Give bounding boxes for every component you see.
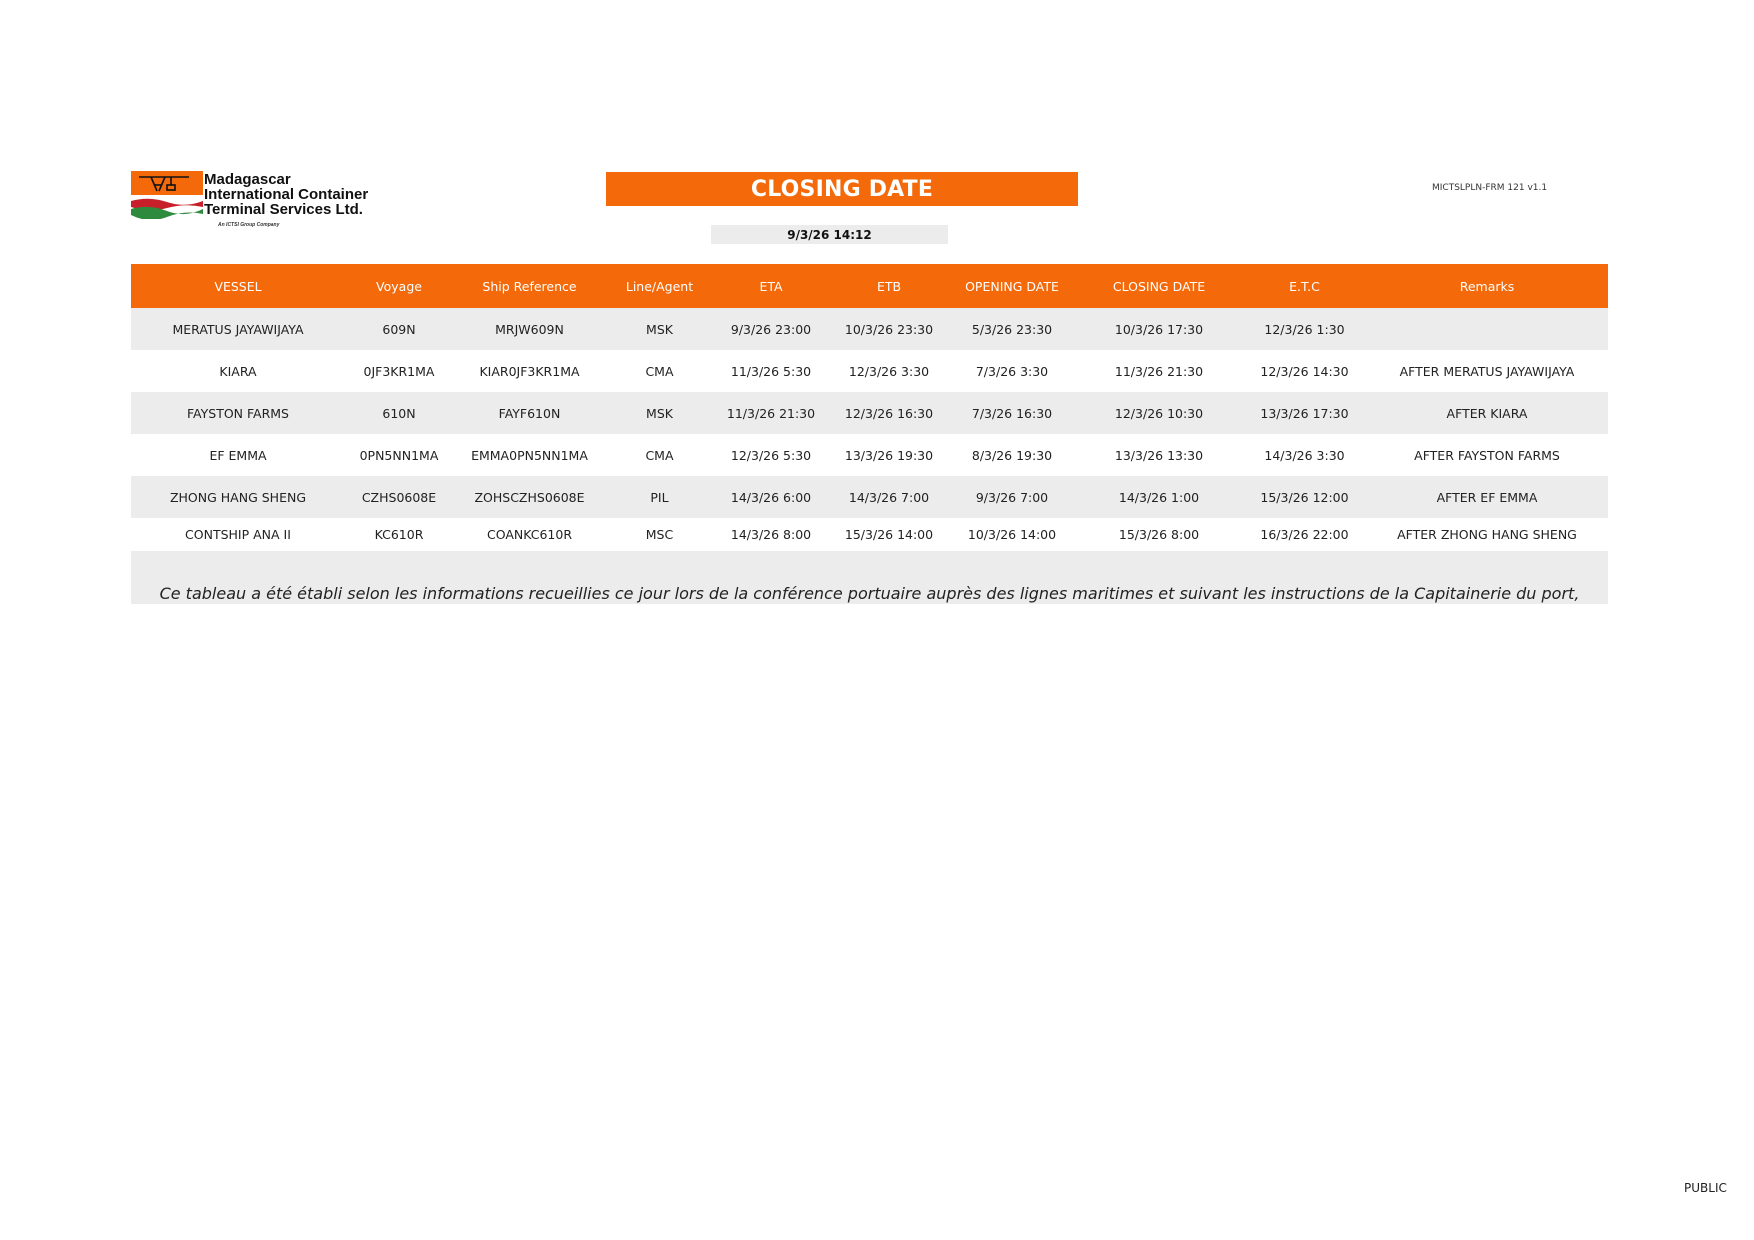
logo-line-1: Madagascar [204, 171, 291, 188]
column-header-opening-date: OPENING DATE [965, 278, 1059, 294]
cell-vessel: ZHONG HANG SHENG [169, 489, 307, 505]
cell-etb: 12/3/26 16:30 [844, 405, 934, 421]
cell-closing-date: 12/3/26 10:30 [1114, 405, 1204, 421]
cell-ship-reference: COANKC610R [486, 527, 573, 542]
cell-etc: 16/3/26 22:00 [1260, 527, 1349, 542]
column-header-voyage: Voyage [376, 278, 422, 294]
cell-etc: 12/3/26 1:30 [1264, 321, 1345, 337]
cell-eta: 11/3/26 5:30 [730, 363, 812, 379]
cell-voyage: CZHS0608E [361, 489, 437, 505]
cell-etb: 10/3/26 23:30 [844, 321, 934, 337]
cell-etc: 14/3/26 3:30 [1264, 447, 1345, 463]
cell-remarks: AFTER KIARA [1446, 405, 1528, 421]
cell-closing-date: 13/3/26 13:30 [1114, 447, 1204, 463]
cell-voyage: 0JF3KR1MA [363, 363, 435, 379]
cell-opening-date: 9/3/26 7:00 [975, 489, 1049, 505]
table-row [131, 308, 1608, 350]
cell-opening-date: 7/3/26 3:30 [975, 363, 1049, 379]
cell-eta: 11/3/26 21:30 [726, 405, 816, 421]
cell-voyage: KC610R [374, 527, 424, 542]
cell-remarks: AFTER ZHONG HANG SHENG [1397, 527, 1577, 542]
cell-etb: 15/3/26 14:00 [844, 527, 934, 542]
closing-date-table [131, 264, 1608, 604]
cell-ship-reference: MRJW609N [495, 321, 564, 337]
cell-vessel: KIARA [219, 363, 257, 379]
cell-etb: 13/3/26 19:30 [844, 447, 934, 463]
cell-line-agent: PIL [650, 489, 669, 505]
table-row [131, 476, 1608, 518]
cell-closing-date: 15/3/26 8:00 [1118, 527, 1200, 542]
column-header-eta: ETA [759, 278, 783, 294]
cell-opening-date: 5/3/26 23:30 [971, 321, 1053, 337]
logo-tagline: An ICTSI Group Company [218, 222, 280, 228]
title-banner [606, 172, 1078, 206]
column-header-ship-reference: Ship Reference [482, 278, 577, 294]
classification-label: PUBLIC [1684, 1181, 1727, 1195]
column-header-vessel: VESSEL [214, 278, 262, 294]
cell-closing-date: 11/3/26 21:30 [1114, 363, 1204, 379]
column-header-line-agent: Line/Agent [625, 278, 694, 294]
table-footnote-row [131, 551, 1608, 604]
cell-voyage: 0PN5NN1MA [359, 447, 439, 463]
cell-etb: 12/3/26 3:30 [848, 363, 930, 379]
logo-line-3: Terminal Services Ltd. [204, 201, 363, 218]
cell-voyage: 610N [382, 405, 416, 421]
table-header-row [131, 264, 1608, 308]
cell-eta: 12/3/26 5:30 [730, 447, 812, 463]
cell-eta: 14/3/26 6:00 [730, 489, 812, 505]
cell-eta: 14/3/26 8:00 [730, 527, 812, 542]
cell-ship-reference: KIAR0JF3KR1MA [479, 363, 580, 379]
cell-vessel: EF EMMA [209, 447, 267, 463]
cell-line-agent: MSK [646, 405, 673, 421]
logo-line-2: International Container [204, 186, 369, 203]
cell-line-agent: MSC [645, 527, 674, 542]
column-header-remarks: Remarks [1459, 278, 1515, 294]
page-title: CLOSING DATE [750, 176, 934, 202]
cell-voyage: 609N [382, 321, 416, 337]
cell-ship-reference: FAYF610N [498, 405, 561, 421]
cell-etc: 13/3/26 17:30 [1260, 405, 1349, 421]
cell-line-agent: CMA [645, 363, 674, 379]
cell-closing-date: 14/3/26 1:00 [1118, 489, 1200, 505]
table-row [131, 518, 1608, 551]
cell-remarks: AFTER MERATUS JAYAWIJAYA [1399, 363, 1575, 379]
report-date: 9/3/26 14:12 [711, 225, 948, 244]
table-footnote: Ce tableau a été établi selon les informations recueillies ce jour lors de la conférence portuaire auprès des lignes maritimes et suivant les instructions de la Capitainerie du port, [159, 584, 1580, 603]
crane-logo-icon [131, 171, 203, 219]
table-row [131, 434, 1608, 476]
form-code: MICTSLPLN-FRM 121 v1.1 [1432, 183, 1548, 193]
cell-ship-reference: EMMA0PN5NN1MA [471, 447, 588, 463]
column-header-etb: ETB [876, 278, 902, 294]
cell-ship-reference: ZOHSCZHS0608E [474, 489, 585, 505]
column-header-etc: E.T.C [1289, 278, 1320, 294]
column-header-closing-date: CLOSING DATE [1112, 278, 1206, 294]
cell-opening-date: 7/3/26 16:30 [971, 405, 1053, 421]
table-row [131, 392, 1608, 434]
cell-etb: 14/3/26 7:00 [848, 489, 930, 505]
cell-closing-date: 10/3/26 17:30 [1114, 321, 1204, 337]
cell-line-agent: MSK [646, 321, 673, 337]
logo-wordmark [204, 172, 368, 217]
table-row [131, 350, 1608, 392]
cell-vessel: CONTSHIP ANA II [185, 527, 291, 542]
company-logo [131, 171, 381, 233]
cell-remarks: AFTER EF EMMA [1436, 489, 1538, 505]
cell-vessel: FAYSTON FARMS [187, 405, 289, 421]
cell-opening-date: 8/3/26 19:30 [971, 447, 1053, 463]
cell-opening-date: 10/3/26 14:00 [967, 527, 1057, 542]
cell-remarks: AFTER FAYSTON FARMS [1414, 447, 1560, 463]
cell-line-agent: CMA [645, 447, 674, 463]
cell-vessel: MERATUS JAYAWIJAYA [172, 321, 304, 337]
cell-etc: 15/3/26 12:00 [1260, 489, 1349, 505]
cell-eta: 9/3/26 23:00 [730, 321, 812, 337]
cell-etc: 12/3/26 14:30 [1260, 363, 1349, 379]
